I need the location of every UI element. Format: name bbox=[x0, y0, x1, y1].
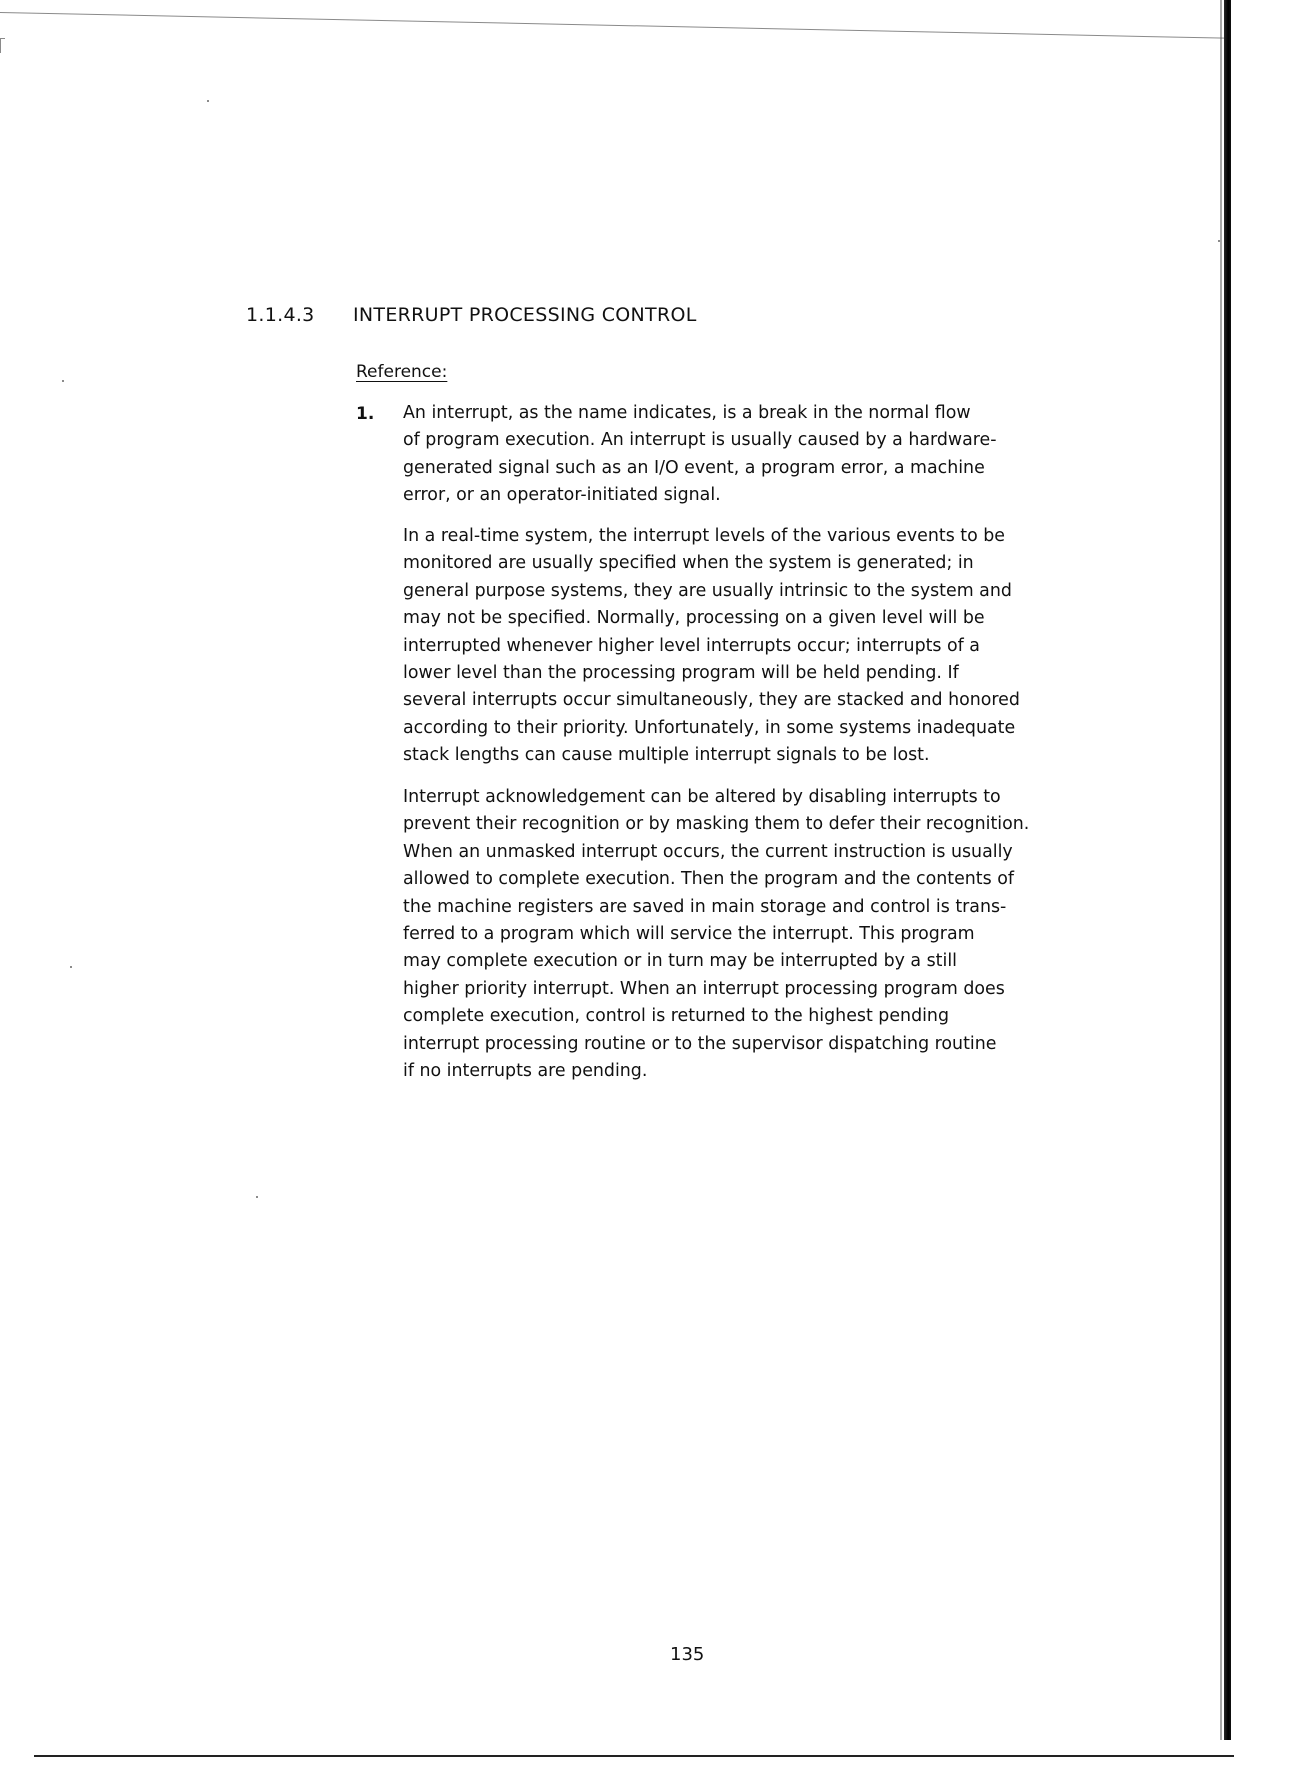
scan-right-edge bbox=[1224, 0, 1231, 1740]
text-line: generated signal such as an I/O event, a program error, a machine bbox=[403, 457, 985, 478]
text-line: In a real-time system, the interrupt levels of the various events to be bbox=[403, 526, 1006, 546]
reference-label: Reference: bbox=[356, 362, 448, 382]
text-line: general purpose systems, they are usually intrinsic to the system and bbox=[403, 580, 1012, 601]
scan-speck bbox=[70, 966, 72, 968]
text-line: ferred to a program which will service the interrupt. This program bbox=[403, 924, 975, 945]
scan-speck bbox=[256, 1196, 258, 1198]
text-line: the machine registers are saved in main storage and control is trans- bbox=[403, 896, 1007, 917]
text-line: may not be specified. Normally, processing on a given level will be bbox=[403, 608, 985, 629]
text-line: Interrupt acknowledgement can be altered by disabling interrupts to bbox=[403, 787, 1001, 807]
scan-speck bbox=[62, 380, 64, 382]
text-line: according to their priority. Unfortunately, in some systems inadequate bbox=[403, 717, 1016, 738]
scan-right-shadow bbox=[1220, 0, 1222, 1740]
paragraph-3 bbox=[403, 784, 1103, 1085]
page-number: 135 bbox=[670, 1644, 705, 1665]
section-title: INTERRUPT PROCESSING CONTROL bbox=[353, 304, 697, 326]
section-number: 1.1.4.3 bbox=[246, 304, 315, 326]
text-line: prevent their recognition or by masking them to defer their recognition. bbox=[403, 814, 1030, 835]
scan-bottom-edge bbox=[34, 1755, 1234, 1757]
scan-top-edge bbox=[0, 12, 1226, 39]
text-line: interrupt processing routine or to the supervisor dispatching routine bbox=[403, 1033, 997, 1054]
text-line: interrupted whenever higher level interrupts occur; interrupts of a bbox=[403, 635, 980, 656]
text-line: error, or an operator-initiated signal. bbox=[403, 485, 721, 506]
paragraph-2 bbox=[403, 523, 1103, 770]
text-line: stack lengths can cause multiple interrupt signals to be lost. bbox=[403, 745, 930, 766]
section-heading bbox=[246, 304, 697, 326]
text-line: An interrupt, as the name indicates, is a break in the normal flow bbox=[403, 403, 971, 423]
scan-corner-mark bbox=[0, 38, 5, 53]
text-line: higher priority interrupt. When an interrupt processing program does bbox=[403, 978, 1005, 999]
text-line: When an unmasked interrupt occurs, the current instruction is usually bbox=[403, 841, 1013, 862]
text-line: lower level than the processing program will be held pending. If bbox=[403, 663, 959, 684]
text-line: several interrupts occur simultaneously, they are stacked and honored bbox=[403, 690, 1020, 711]
text-line: of program execution. An interrupt is usually caused by a hardware- bbox=[403, 430, 997, 451]
text-line: complete execution, control is returned to the highest pending bbox=[403, 1006, 949, 1027]
paragraph-1 bbox=[403, 400, 1103, 510]
scan-speck bbox=[1218, 240, 1220, 242]
text-line: allowed to complete execution. Then the program and the contents of bbox=[403, 869, 1014, 890]
scan-speck bbox=[207, 100, 209, 102]
text-line: if no interrupts are pending. bbox=[403, 1061, 648, 1082]
text-line: may complete execution or in turn may be interrupted by a still bbox=[403, 951, 957, 972]
list-item-number: 1. bbox=[356, 404, 375, 424]
text-line: monitored are usually specified when the system is generated; in bbox=[403, 553, 974, 574]
